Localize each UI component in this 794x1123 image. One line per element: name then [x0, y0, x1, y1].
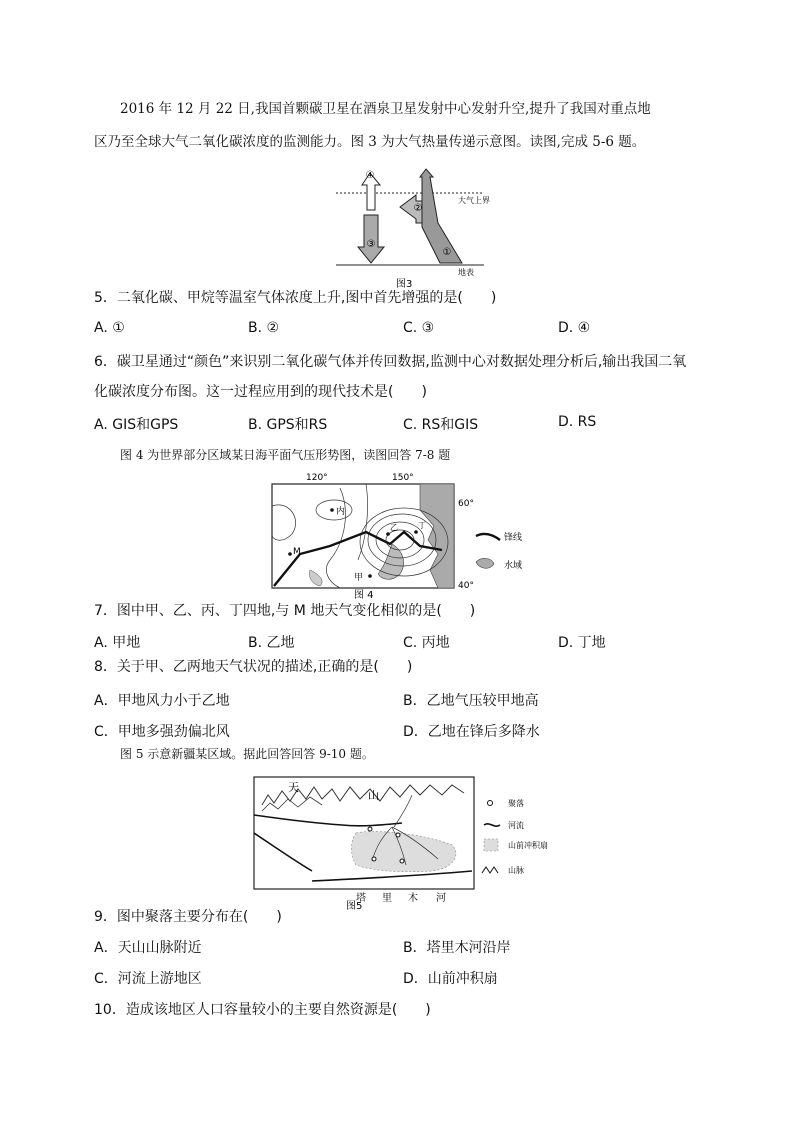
- legend-water-symbol: [476, 558, 494, 568]
- question-5-stem: 5．二氧化碳、甲烷等温室气体浓度上升,图中首先增强的是( ): [94, 290, 497, 306]
- label-shan: 山: [368, 789, 379, 802]
- question-6-stem-line2: 化碳浓度分布图。这一过程应用到的现代技术是( ): [94, 384, 427, 400]
- q7-option-a[interactable]: A. 甲地: [94, 635, 141, 651]
- q8-option-d[interactable]: D．乙地在锋后多降水: [403, 724, 540, 740]
- mark-2: ②: [413, 203, 423, 214]
- q6-option-b[interactable]: B. GPS和RS: [248, 417, 328, 433]
- place-jia: 甲: [354, 573, 364, 583]
- figure-4-map: [270, 470, 530, 600]
- question-9-stem: 9．图中聚落主要分布在( ): [94, 909, 282, 925]
- legend-water-label: 水域: [504, 561, 523, 571]
- q5-option-c[interactable]: C. ③: [403, 320, 435, 336]
- mark-3: ③: [366, 239, 376, 250]
- q9-option-d[interactable]: D．山前冲积扇: [403, 971, 498, 987]
- q8-option-b[interactable]: B．乙地气压较甲地高: [403, 693, 539, 709]
- figure-5-caption: 图5: [346, 901, 363, 910]
- q6-option-a[interactable]: A. GIS和GPS: [94, 417, 179, 433]
- legend-river-label: 河流: [508, 821, 524, 830]
- q5-option-b[interactable]: B. ②: [248, 320, 280, 336]
- place-yi: 乙: [390, 523, 398, 532]
- place-nei: 内: [336, 507, 346, 517]
- legend-settlement-label: 聚落: [508, 799, 524, 808]
- lon-120: 120°: [306, 473, 328, 483]
- q8-option-c[interactable]: C．甲地多强劲偏北风: [94, 724, 230, 740]
- legend-fan-label: 山前冲积扇: [508, 841, 548, 850]
- legend-mountain-symbol: [482, 867, 498, 873]
- figure-5-map: [252, 775, 552, 910]
- q6-option-c[interactable]: C. RS和GIS: [403, 417, 479, 433]
- q9-option-b[interactable]: B．塔里木河沿岸: [403, 940, 511, 956]
- place-ding: 丁: [418, 521, 426, 530]
- legend-fan-symbol: [484, 839, 498, 851]
- q7-option-b[interactable]: B. 乙地: [248, 635, 295, 651]
- legend-settlement-symbol: [488, 801, 493, 806]
- river-char-4: 河: [436, 893, 446, 904]
- q6-option-d[interactable]: D. RS: [558, 414, 597, 430]
- lon-150: 150°: [392, 473, 414, 483]
- q8-option-a[interactable]: A．甲地风力小于乙地: [94, 693, 230, 709]
- mark-4: ④: [365, 170, 375, 181]
- question-7-stem: 7．图中甲、乙、丙、丁四地,与 M 地天气变化相似的是( ): [94, 603, 476, 619]
- legend-front-symbol: [476, 534, 500, 540]
- q7-option-d[interactable]: D. 丁地: [558, 635, 606, 651]
- legend-front-label: 锋线: [504, 533, 523, 543]
- legend-river-symbol: [484, 824, 500, 826]
- q9-option-c[interactable]: C．河流上游地区: [94, 971, 202, 987]
- river-char-3: 木: [408, 893, 418, 904]
- q7-option-c[interactable]: C. 丙地: [403, 635, 450, 651]
- figure-3-diagram: [334, 165, 504, 290]
- intro-paragraph-2: 图 4 为世界部分区域某日海平面气压形势图，读图回答 7-8 题: [120, 448, 451, 462]
- label-atmosphere-top: 大气上界: [458, 196, 490, 205]
- arrow-1: [420, 169, 462, 263]
- river-char-2: 里: [382, 893, 392, 904]
- label-ground: 地表: [458, 268, 474, 277]
- lat-60: 60°: [458, 499, 474, 509]
- q5-option-d[interactable]: D. ④: [558, 320, 591, 336]
- mark-1: ①: [442, 247, 452, 258]
- figure-4-caption: 图 4: [354, 590, 374, 600]
- intro-paragraph-line1: 2016 年 12 月 22 日,我国首颗碳卫星在酒泉卫星发射中心发射升空,提升了我国对重点地: [120, 101, 651, 117]
- label-tian: 天: [288, 781, 299, 794]
- legend-mountain-label: 山脉: [508, 866, 524, 875]
- intro-paragraph-3: 图 5 示意新疆某区域。据此回答回答 9-10 题。: [120, 747, 374, 761]
- intro-paragraph-line2: 区乃至全球大气二氧化碳浓度的监测能力。图 3 为大气热量传递示意图。读图,完成 5-6 题。: [94, 134, 646, 150]
- lat-40: 40°: [458, 581, 474, 591]
- question-6-stem-line1: 6．碳卫星通过“颜色”来识别二氧化碳气体并传回数据,监测中心对数据处理分析后,输出我国二氧: [94, 354, 687, 370]
- q5-option-a[interactable]: A. ①: [94, 320, 125, 336]
- figure-3-caption: 图3: [396, 279, 413, 290]
- question-8-stem: 8．关于甲、乙两地天气状况的描述,正确的是( ): [94, 659, 413, 675]
- question-10-stem: 10．造成该地区人口容量较小的主要自然资源是( ): [94, 1002, 431, 1018]
- place-m: M: [293, 547, 301, 557]
- river-char-1: 塔: [356, 893, 366, 904]
- q9-option-a[interactable]: A．天山山脉附近: [94, 940, 202, 956]
